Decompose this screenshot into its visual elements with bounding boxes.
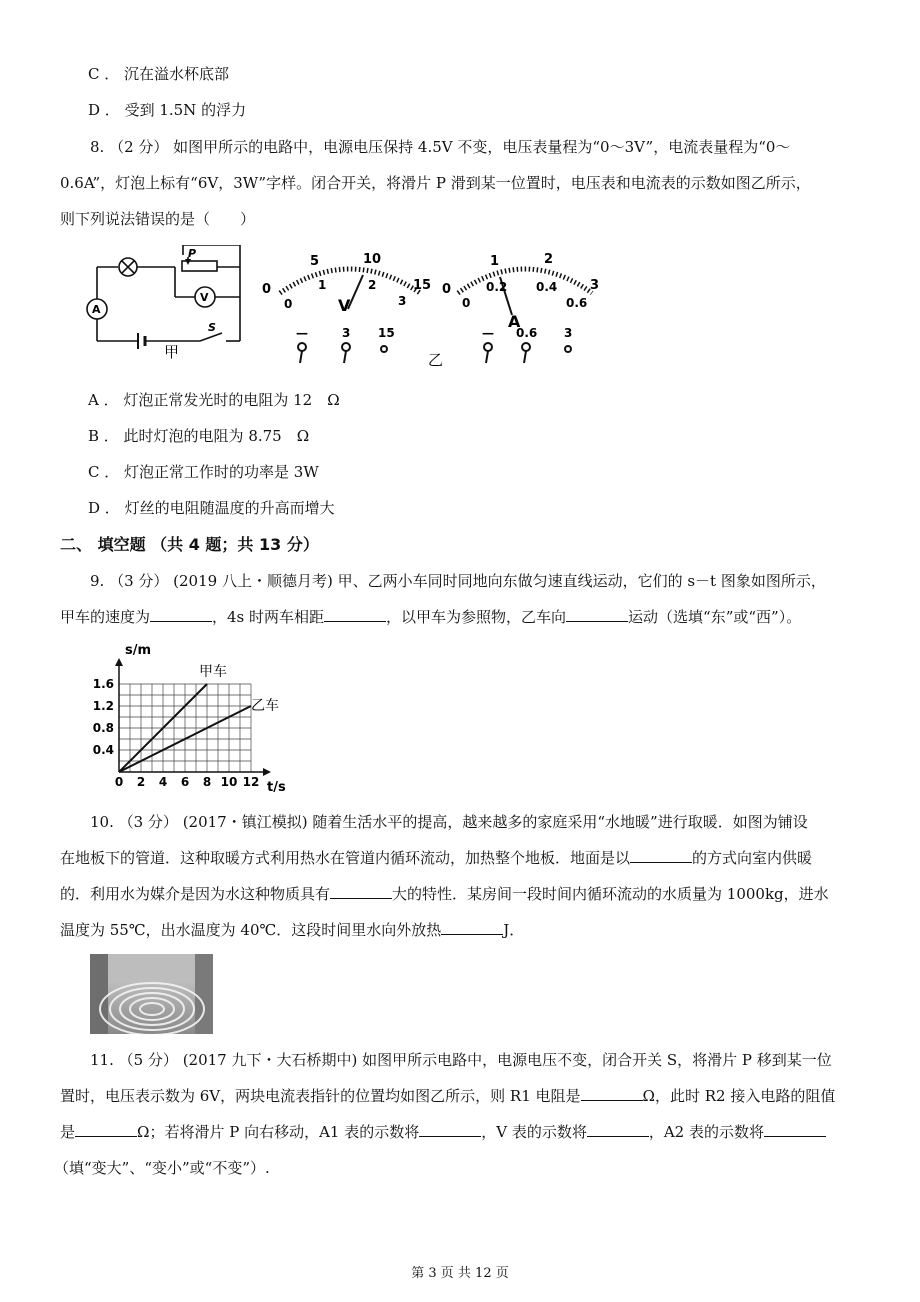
- voltmeter-inner-3: 3: [398, 294, 407, 308]
- x-axis-arrow-icon: [263, 768, 271, 776]
- ammeter-terminal-06: 0.6: [516, 326, 538, 340]
- voltmeter-outer-0: 0: [262, 282, 272, 297]
- q10-stem-line4: [60, 920, 524, 940]
- circuit-label-a: A: [92, 303, 101, 316]
- ammeter-inner-0: 0: [462, 296, 471, 310]
- q10-blank-heat[interactable]: [441, 920, 503, 935]
- q9-stem-line2: [60, 607, 801, 627]
- q11-text-2b: Ω，此时 R2 接入电路的阻值: [642, 1087, 836, 1105]
- circuit-label-v: V: [200, 291, 209, 304]
- figure-label-jia: 甲: [164, 343, 180, 361]
- ammeter-inner-02: 0.2: [486, 280, 508, 294]
- q8-option-d: D ． 灯丝的电阻随温度的升高而增大: [88, 499, 335, 517]
- x-tick-label: 0: [114, 775, 124, 789]
- voltmeter-inner-2: 2: [368, 278, 377, 292]
- q7-option-d: D ． 受到 1.5N 的浮力: [88, 101, 247, 119]
- q11-blank-a2[interactable]: [764, 1122, 826, 1137]
- q10-text-4a: 温度为 55℃，出水温度为 40℃．这段时间里水向外放热: [60, 921, 442, 939]
- voltmeter-unit: V: [338, 296, 351, 315]
- ammeter-outer-1: 1: [490, 254, 500, 269]
- x-tick-label: 6: [180, 775, 190, 789]
- q9-text-b: ，4s 时两车相距: [212, 608, 325, 626]
- q9-text-a: 甲车的速度为: [60, 608, 151, 626]
- q8-figure: [80, 245, 620, 375]
- voltmeter-terminal-posts: [298, 343, 387, 363]
- q11-blank-a1[interactable]: [419, 1122, 481, 1137]
- ammeter-outer-2: 2: [544, 252, 554, 267]
- circuit-label-s: S: [208, 321, 216, 334]
- voltmeter-outer-5: 5: [310, 254, 320, 269]
- q9-stem-line1: 9. （3 分） (2019 八上・顺德月考) 甲、乙两小车同时同地向东做匀速直线运动，它们的 s－t 图象如图所示，: [90, 572, 826, 590]
- ammeter-terminal-posts: [484, 343, 571, 363]
- q10-stem-line1: 10. （3 分） (2017・镇江模拟) 随着生活水平的提高，越来越多的家庭采用“水地暖”进行取暖．如图为铺设: [90, 813, 808, 831]
- q10-text-2b: 的方式向室内供暖: [692, 849, 813, 867]
- q10-stem-line2: [60, 848, 812, 868]
- q11-text-3c: ，V 表的示数将: [481, 1123, 587, 1141]
- q10-stem-line3: [60, 884, 829, 904]
- ammeter-inner-06: 0.6: [566, 296, 588, 310]
- x-tick-label: 2: [136, 775, 146, 789]
- q11-stem-line3: [60, 1122, 826, 1142]
- x-tick-label: 4: [158, 775, 168, 789]
- q8-stem-line3: 则下列说法错误的是（ ）: [60, 210, 256, 228]
- q11-text-3a: 是: [60, 1123, 76, 1141]
- circuit-label-p: P: [188, 247, 197, 260]
- ammeter-unit: A: [508, 312, 521, 331]
- q11-text-2a: 置时，电压表示数为 6V，两块电流表指针的位置均如图乙所示，则 R1 电阻是: [60, 1087, 581, 1105]
- chart-series-label-yi: 乙车: [251, 698, 279, 714]
- figure-label-yi: 乙: [428, 351, 444, 369]
- q9-blank-direction[interactable]: [566, 607, 628, 622]
- ammeter-outer-3: 3: [590, 278, 600, 293]
- y-tick-label: 1.6: [92, 677, 114, 691]
- st-chart: [85, 638, 305, 798]
- q10-blank-heat-transfer[interactable]: [630, 848, 692, 863]
- section-heading-fill-in: 二、 填空题 （共 4 题；共 13 分）: [60, 535, 319, 554]
- q10-blank-property[interactable]: [330, 884, 392, 899]
- page-footer: 第 3 页 共 12 页: [411, 1266, 509, 1281]
- q10-text-4b: J．: [503, 921, 525, 939]
- q9-blank-speed[interactable]: [150, 607, 212, 622]
- voltmeter-terminal-3: 3: [342, 326, 351, 340]
- ammeter-terminal-neg: —: [482, 326, 494, 340]
- x-tick-label: 12: [242, 775, 260, 789]
- q11-stem-line2: [60, 1086, 835, 1106]
- voltmeter-inner-0: 0: [284, 297, 293, 311]
- y-tick-label: 0.8: [92, 721, 114, 735]
- floor-heating-photo: [90, 954, 213, 1034]
- x-tick-label: 8: [202, 775, 212, 789]
- q11-blank-r1[interactable]: [581, 1086, 643, 1101]
- ammeter-inner-04: 0.4: [536, 280, 558, 294]
- y-tick-label: 0.4: [92, 743, 114, 757]
- chart-xlabel: t/s: [267, 780, 286, 795]
- ammeter-outer-0: 0: [442, 282, 452, 297]
- q10-text-3a: 的．利用水为媒介是因为水这种物质具有: [60, 885, 331, 903]
- q11-blank-r2[interactable]: [75, 1122, 137, 1137]
- y-axis-arrow-icon: [115, 658, 123, 666]
- q10-text-2a: 在地板下的管道．这种取暖方式利用热水在管道内循环流动，加热整个地板．地面是以: [60, 849, 631, 867]
- ammeter-terminal-3: 3: [564, 326, 573, 340]
- q8-option-a: A ． 灯泡正常发光时的电阻为 12 Ω: [88, 391, 340, 409]
- voltmeter-outer-15: 15: [413, 278, 432, 293]
- chart-series-label-jia: 甲车: [199, 664, 227, 680]
- q8-stem-line2: 0.6A”，灯泡上标有“6V，3W”字样。闭合开关，将滑片 P 滑到某一位置时，电压表和电流表的示数如图乙所示，: [60, 174, 811, 192]
- y-tick-label: 1.2: [92, 699, 114, 713]
- q11-text-3b: Ω；若将滑片 P 向右移动，A1 表的示数将: [137, 1123, 420, 1141]
- chart-grid: [119, 684, 251, 772]
- q11-text-3d: ，A2 表的示数将: [648, 1123, 764, 1141]
- chart-ylabel: s/m: [125, 643, 152, 658]
- q8-stem-line1: 8. （2 分） 如图甲所示的电路中，电源电压保持 4.5V 不变，电压表量程为“0～3V”，电流表量程为“0～: [90, 138, 791, 156]
- q11-stem-line1: 11. （5 分） (2017 九下・大石桥期中) 如图甲所示电路中，电源电压不变，闭合开关 S，将滑片 P 移到某一位: [90, 1051, 832, 1069]
- voltmeter-terminal-15: 15: [378, 326, 395, 340]
- q11-blank-v[interactable]: [587, 1122, 649, 1137]
- x-tick-label: 10: [220, 775, 238, 789]
- q11-stem-line4: （填“变大”、“变小”或“不变”）.: [54, 1159, 270, 1177]
- voltmeter-outer-10: 10: [363, 252, 382, 267]
- q9-text-d: 运动（选填“东”或“西”）。: [628, 608, 802, 626]
- q8-option-c: C ． 灯泡正常工作时的功率是 3W: [88, 463, 319, 481]
- q8-option-b: B ． 此时灯泡的电阻为 8.75 Ω: [88, 427, 310, 445]
- q9-blank-distance[interactable]: [324, 607, 386, 622]
- voltmeter-inner-1: 1: [318, 278, 327, 292]
- q9-text-c: ，以甲车为参照物，乙车向: [386, 608, 567, 626]
- voltmeter-terminal-neg: —: [296, 326, 308, 340]
- circuit-diagram-jia: [87, 245, 240, 349]
- q10-text-3b: 大的特性．某房间一段时间内循环流动的水质量为 1000kg，进水: [392, 885, 829, 903]
- q7-option-c: C ． 沉在溢水杯底部: [88, 65, 230, 83]
